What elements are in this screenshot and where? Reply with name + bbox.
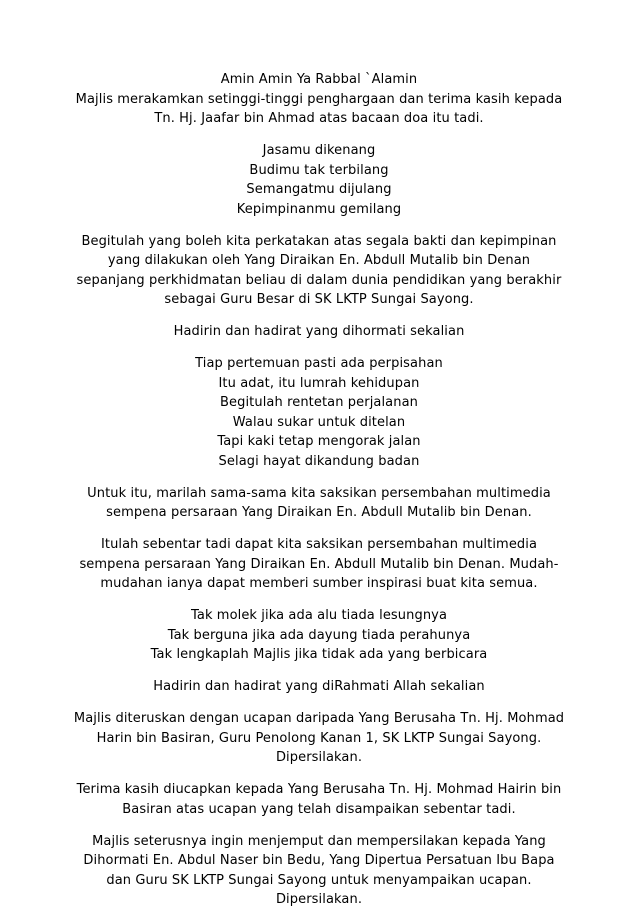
text-line: Walau sukar untuk ditelan bbox=[232, 414, 406, 430]
speech-invitation-paragraph bbox=[60, 709, 578, 768]
text-line: Tapi kaki tetap mengorak jalan bbox=[217, 434, 421, 449]
verse-paragraph bbox=[60, 354, 578, 471]
text-line: Tak berguna jika ada dayung tiada perahunya bbox=[167, 627, 471, 643]
text-line: sempena persaraan Yang Diraikan En. Abdull Mutalib bin Denan. bbox=[106, 505, 532, 520]
text-line: Dihormati En. Abdul Naser bin Bedu, Yang Dipertua Persatuan Ibu Bapa bbox=[83, 853, 555, 868]
text-line: Dipersilakan. bbox=[275, 750, 363, 765]
text-line: Begitulah rentetan perjalanan bbox=[220, 395, 418, 410]
text-line: mudahan ianya dapat memberi sumber inspirasi buat kita semua. bbox=[100, 576, 538, 591]
text-line: dan Guru SK LKTP Sungai Sayong untuk menyampaikan ucapan. bbox=[106, 872, 532, 888]
text-line: Itu adat, itu lumrah kehidupan bbox=[218, 375, 420, 391]
text-line: sebagai Guru Besar di SK LKTP Sungai Sayong. bbox=[164, 292, 474, 307]
text-line: sepanjang perkhidmatan beliau di dalam dunia pendidikan yang berakhir bbox=[76, 272, 562, 288]
text-line: Tiap pertemuan pasti ada perpisahan bbox=[195, 356, 443, 371]
text-line: Hadirin dan hadirat yang dihormati sekalian bbox=[173, 324, 465, 339]
text-line: Itulah sebentar tadi dapat kita saksikan persembahan multimedia bbox=[100, 537, 538, 552]
text-line: Hadirin dan hadirat yang diRahmati Allah sekalian bbox=[153, 679, 485, 694]
text-line: Budimu tak terbilang bbox=[249, 162, 389, 178]
multimedia-intro-paragraph bbox=[60, 484, 578, 523]
verse-paragraph bbox=[60, 141, 578, 219]
text-line: sempena persaraan Yang Diraikan En. Abdull Mutalib bin Denan. Mudah- bbox=[79, 556, 559, 572]
text-line: Jasamu dikenang bbox=[262, 143, 376, 158]
text-line: Harin bin Basiran, Guru Penolong Kanan 1, SK LKTP Sungai Sayong. bbox=[96, 730, 542, 746]
text-line: Tn. Hj. Jaafar bin Ahmad atas bacaan doa itu tadi. bbox=[154, 111, 484, 126]
text-line: Terima kasih diucapkan kepada Yang Berusaha Tn. Hj. Mohmad Hairin bin bbox=[76, 782, 562, 797]
greeting-paragraph bbox=[60, 322, 578, 342]
text-line: Kepimpinanmu gemilang bbox=[236, 201, 402, 217]
text-line: Majlis diteruskan dengan ucapan daripada Yang Berusaha Tn. Hj. Mohmad bbox=[73, 711, 565, 726]
greeting-paragraph bbox=[60, 677, 578, 697]
text-line: Dipersilakan. bbox=[275, 892, 363, 907]
text-line: Selagi hayat dikandung badan bbox=[218, 453, 420, 469]
speech-invitation-paragraph bbox=[60, 832, 578, 910]
text-line: Basiran atas ucapan yang telah disampaikan sebentar tadi. bbox=[122, 801, 516, 817]
text-line: Semangatmu dijulang bbox=[246, 182, 392, 197]
thanks-paragraph bbox=[60, 780, 578, 819]
text-line: Untuk itu, marilah sama-sama kita saksikan persembahan multimedia bbox=[87, 485, 551, 501]
text-line: Majlis seterusnya ingin menjemput dan mempersilakan kepada Yang bbox=[92, 833, 546, 849]
multimedia-closing-paragraph bbox=[60, 535, 578, 594]
text-line: Majlis merakamkan setinggi-tinggi penghargaan dan terima kasih kepada bbox=[75, 91, 563, 107]
text-line: Tak molek jika ada alu tiada lesungnya bbox=[190, 608, 448, 623]
document-body bbox=[60, 70, 578, 922]
text-line: Amin Amin Ya Rabbal `Alamin bbox=[220, 72, 418, 87]
opening-prayer-paragraph bbox=[60, 70, 578, 129]
tribute-paragraph bbox=[60, 232, 578, 310]
text-line: yang dilakukan oleh Yang Diraikan En. Abdull Mutalib bin Denan bbox=[107, 253, 531, 268]
text-line: Begitulah yang boleh kita perkatakan atas segala bakti dan kepimpinan bbox=[81, 233, 557, 249]
verse-paragraph bbox=[60, 606, 578, 665]
text-line: Tak lengkaplah Majlis jika tidak ada yang berbicara bbox=[150, 647, 488, 662]
